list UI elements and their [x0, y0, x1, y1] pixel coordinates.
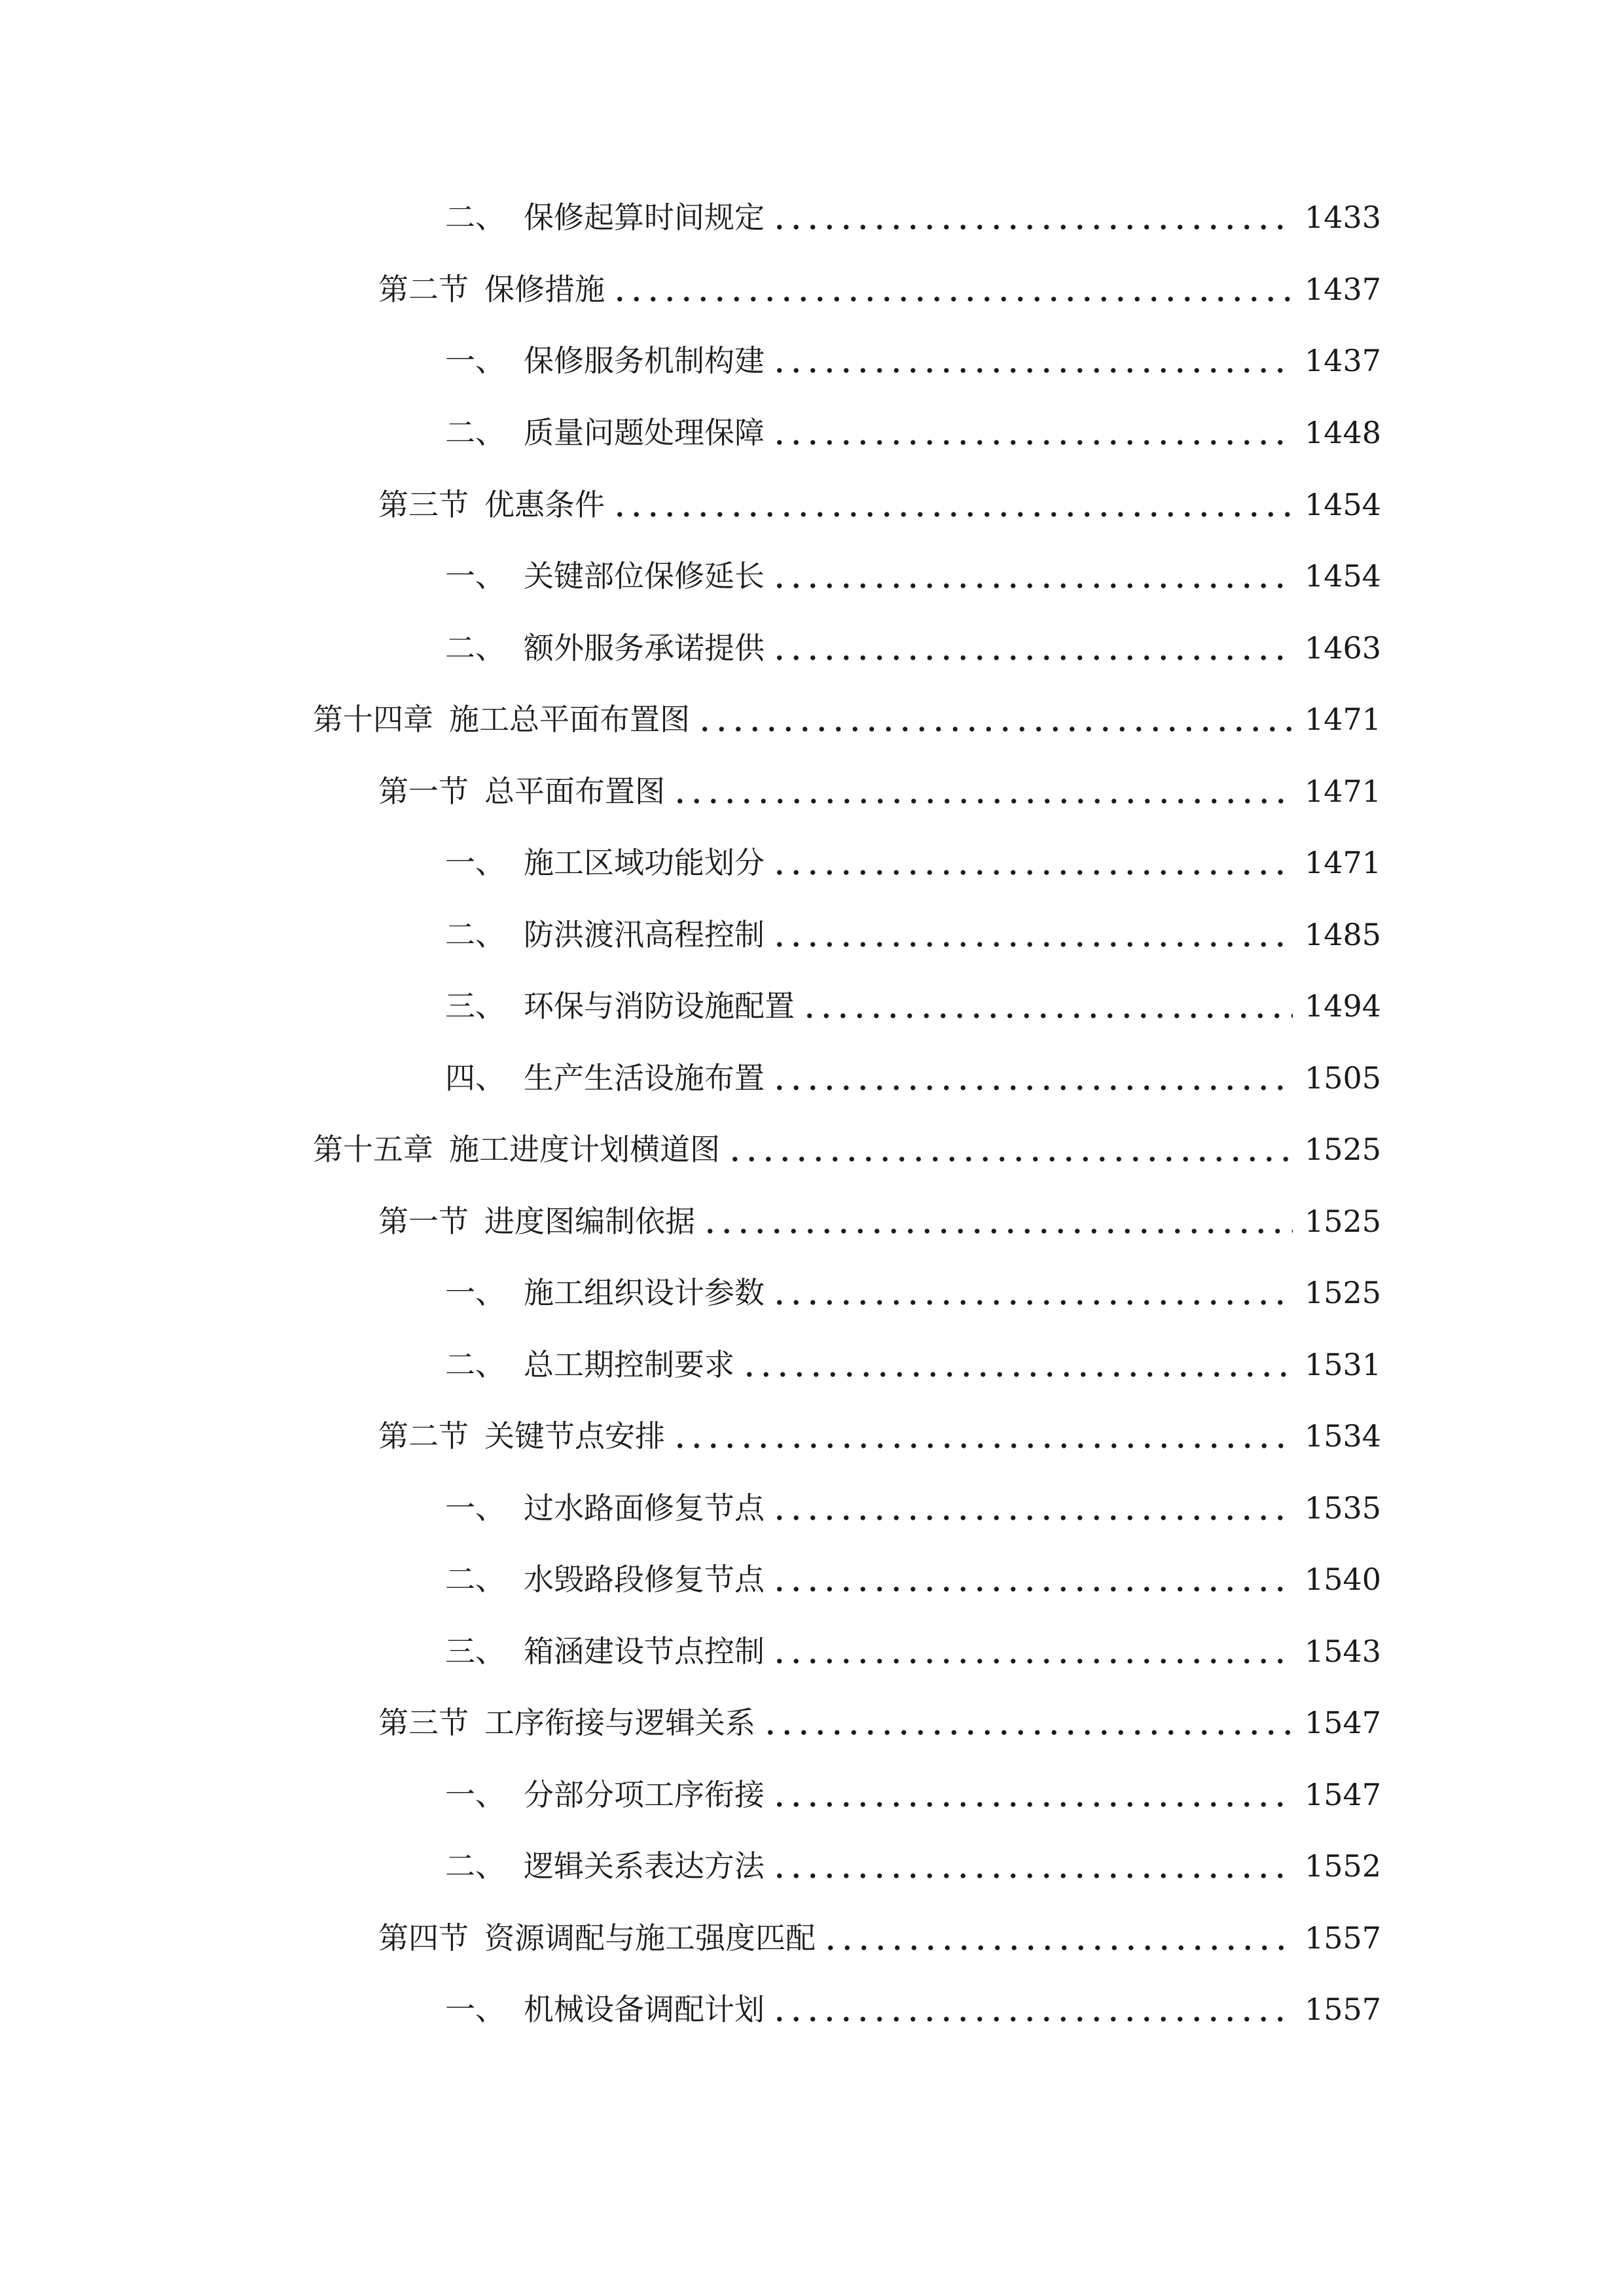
toc-entry-title: 额外服务承诺提供	[524, 630, 765, 666]
dot-leader	[702, 1195, 1293, 1247]
toc-entry-title: 资源调配与施工强度匹配	[484, 1920, 816, 1956]
toc-entry-number: 一、	[445, 558, 505, 594]
toc-entry[interactable]	[445, 1768, 1382, 1821]
toc-entry[interactable]	[445, 1052, 1382, 1104]
toc-entry-title: 环保与消防设施配置	[524, 988, 795, 1024]
toc-entry-title: 关键部位保修延长	[524, 558, 765, 594]
toc-entry-title: 施工区域功能划分	[524, 845, 765, 880]
toc-entry-page: 1471	[1305, 702, 1382, 737]
toc-entry[interactable]	[378, 1195, 1382, 1247]
toc-entry-page: 1505	[1305, 1060, 1382, 1096]
toc-entry-page: 1471	[1305, 774, 1382, 809]
toc-entry-number: 二、	[445, 415, 505, 450]
toc-entry[interactable]	[378, 765, 1382, 817]
toc-entry-page: 1547	[1305, 1705, 1382, 1740]
toc-entry-number: 一、	[445, 1992, 505, 2027]
dot-leader	[762, 1696, 1293, 1749]
dot-leader	[771, 622, 1293, 674]
toc-entry-title: 生产生活设施布置	[524, 1060, 765, 1096]
toc-entry-number: 二、	[445, 917, 505, 952]
toc-entry-number: 第三节	[378, 487, 469, 522]
toc-entry-number: 二、	[445, 630, 505, 666]
toc-entry-number: 第三节	[378, 1705, 469, 1740]
toc-entry-title: 施工总平面布置图	[449, 702, 690, 737]
toc-entry-page: 1534	[1305, 1418, 1382, 1454]
toc-entry-title: 优惠条件	[484, 487, 605, 522]
toc-entry-page: 1540	[1305, 1562, 1382, 1597]
toc-entry-number: 第十四章	[313, 702, 433, 737]
toc-entry[interactable]	[445, 836, 1382, 889]
toc-entry-page: 1531	[1305, 1347, 1382, 1382]
toc-entry-page: 1448	[1305, 415, 1382, 450]
toc-entry[interactable]	[445, 406, 1382, 459]
toc-entry-title: 过水路面修复节点	[524, 1490, 765, 1526]
toc-entry-number: 一、	[445, 343, 505, 378]
dot-leader	[672, 1410, 1293, 1462]
toc-entry-title: 关键节点安排	[484, 1418, 665, 1454]
toc-entry[interactable]	[378, 263, 1382, 315]
toc-entry[interactable]	[445, 908, 1382, 961]
toc-entry-number: 第一节	[378, 774, 469, 809]
toc-entry-number: 第二节	[378, 1418, 469, 1454]
dot-leader	[727, 1123, 1293, 1175]
toc-entry-page: 1543	[1305, 1634, 1382, 1669]
toc-entry-title: 逻辑关系表达方法	[524, 1848, 765, 1884]
dot-leader	[672, 765, 1293, 817]
toc-entry-title: 分部分项工序衔接	[524, 1777, 765, 1812]
toc-entry-number: 一、	[445, 1777, 505, 1812]
toc-entry[interactable]	[378, 1696, 1382, 1749]
toc-entry-number: 第二节	[378, 272, 469, 307]
toc-entry[interactable]	[445, 1840, 1382, 1892]
toc-entry[interactable]	[313, 1123, 1382, 1175]
toc-entry-number: 三、	[445, 988, 505, 1024]
toc-entry-page: 1433	[1305, 200, 1382, 235]
toc-entry-title: 质量问题处理保障	[524, 415, 765, 450]
dot-leader	[822, 1912, 1293, 1964]
dot-leader	[771, 1266, 1293, 1319]
toc-entry[interactable]	[445, 1338, 1382, 1391]
dot-leader	[801, 980, 1293, 1032]
dot-leader	[771, 191, 1293, 243]
toc-entry[interactable]	[445, 1983, 1382, 2036]
toc-entry-number: 第一节	[378, 1204, 469, 1239]
dot-leader	[771, 1482, 1293, 1534]
toc-entry-title: 施工组织设计参数	[524, 1275, 765, 1310]
dot-leader	[741, 1338, 1293, 1391]
toc-entry-number: 二、	[445, 1848, 505, 1884]
toc-entry-number: 四、	[445, 1060, 505, 1096]
toc-entry-number: 一、	[445, 1490, 505, 1526]
toc-entry[interactable]	[445, 980, 1382, 1032]
toc-entry[interactable]	[445, 622, 1382, 674]
toc-entry[interactable]	[445, 1482, 1382, 1534]
toc-entry[interactable]	[445, 1266, 1382, 1319]
toc-entry-title: 保修服务机制构建	[524, 343, 765, 378]
toc-entry-number: 第十五章	[313, 1132, 433, 1167]
dot-leader	[771, 1553, 1293, 1605]
dot-leader	[771, 406, 1293, 459]
dot-leader	[771, 550, 1293, 602]
toc-entry[interactable]	[445, 1553, 1382, 1605]
toc-entry-page: 1525	[1305, 1204, 1382, 1239]
toc-entry-title: 保修措施	[484, 272, 605, 307]
toc-entry[interactable]	[445, 334, 1382, 387]
dot-leader	[771, 1840, 1293, 1892]
dot-leader	[696, 693, 1293, 745]
toc-entry-number: 一、	[445, 1275, 505, 1310]
toc-entry-title: 工序衔接与逻辑关系	[484, 1705, 755, 1740]
toc-entry-page: 1547	[1305, 1777, 1382, 1812]
toc-entry[interactable]	[445, 191, 1382, 243]
toc-entry-title: 防洪渡汛高程控制	[524, 917, 765, 952]
toc-entry-number: 第四节	[378, 1920, 469, 1956]
toc-entry[interactable]	[378, 1410, 1382, 1462]
toc-entry-page: 1454	[1305, 558, 1382, 594]
toc-entry-page: 1437	[1305, 272, 1382, 307]
toc-entry-title: 进度图编制依据	[484, 1204, 695, 1239]
toc-entry-title: 施工进度计划横道图	[449, 1132, 720, 1167]
toc-entry-page: 1471	[1305, 845, 1382, 880]
toc-entry-title: 总工期控制要求	[524, 1347, 734, 1382]
toc-entry-title: 保修起算时间规定	[524, 200, 765, 235]
toc-entry[interactable]	[313, 693, 1382, 745]
toc-entry-page: 1437	[1305, 343, 1382, 378]
toc-entry-number: 二、	[445, 1347, 505, 1382]
toc-entry-page: 1494	[1305, 988, 1382, 1024]
toc-entry-title: 箱涵建设节点控制	[524, 1634, 765, 1669]
dot-leader	[611, 478, 1293, 531]
toc-entry-page: 1557	[1305, 1920, 1382, 1956]
dot-leader	[771, 1052, 1293, 1104]
toc-entry-page: 1525	[1305, 1132, 1382, 1167]
toc-entry-page: 1525	[1305, 1275, 1382, 1310]
toc-entry-page: 1463	[1305, 630, 1382, 666]
toc-entry-number: 二、	[445, 1562, 505, 1597]
dot-leader	[771, 836, 1293, 889]
toc-entry-title: 总平面布置图	[484, 774, 665, 809]
toc-entry-number: 三、	[445, 1634, 505, 1669]
toc-entry-page: 1535	[1305, 1490, 1382, 1526]
toc-entry-title: 机械设备调配计划	[524, 1992, 765, 2027]
toc-entry-page: 1557	[1305, 1992, 1382, 2027]
toc-entry[interactable]	[445, 550, 1382, 602]
dot-leader	[611, 263, 1293, 315]
toc-entry[interactable]	[378, 1912, 1382, 1964]
toc-entry-page: 1485	[1305, 917, 1382, 952]
toc-entry-page: 1552	[1305, 1848, 1382, 1884]
toc-entry[interactable]	[445, 1625, 1382, 1677]
dot-leader	[771, 908, 1293, 961]
toc-entry[interactable]	[378, 478, 1382, 531]
toc-entry-number: 一、	[445, 845, 505, 880]
dot-leader	[771, 334, 1293, 387]
toc-entry-title: 水毁路段修复节点	[524, 1562, 765, 1597]
toc-entry-page: 1454	[1305, 487, 1382, 522]
dot-leader	[771, 1983, 1293, 2036]
dot-leader	[771, 1625, 1293, 1677]
toc-entry-number: 二、	[445, 200, 505, 235]
dot-leader	[771, 1768, 1293, 1821]
